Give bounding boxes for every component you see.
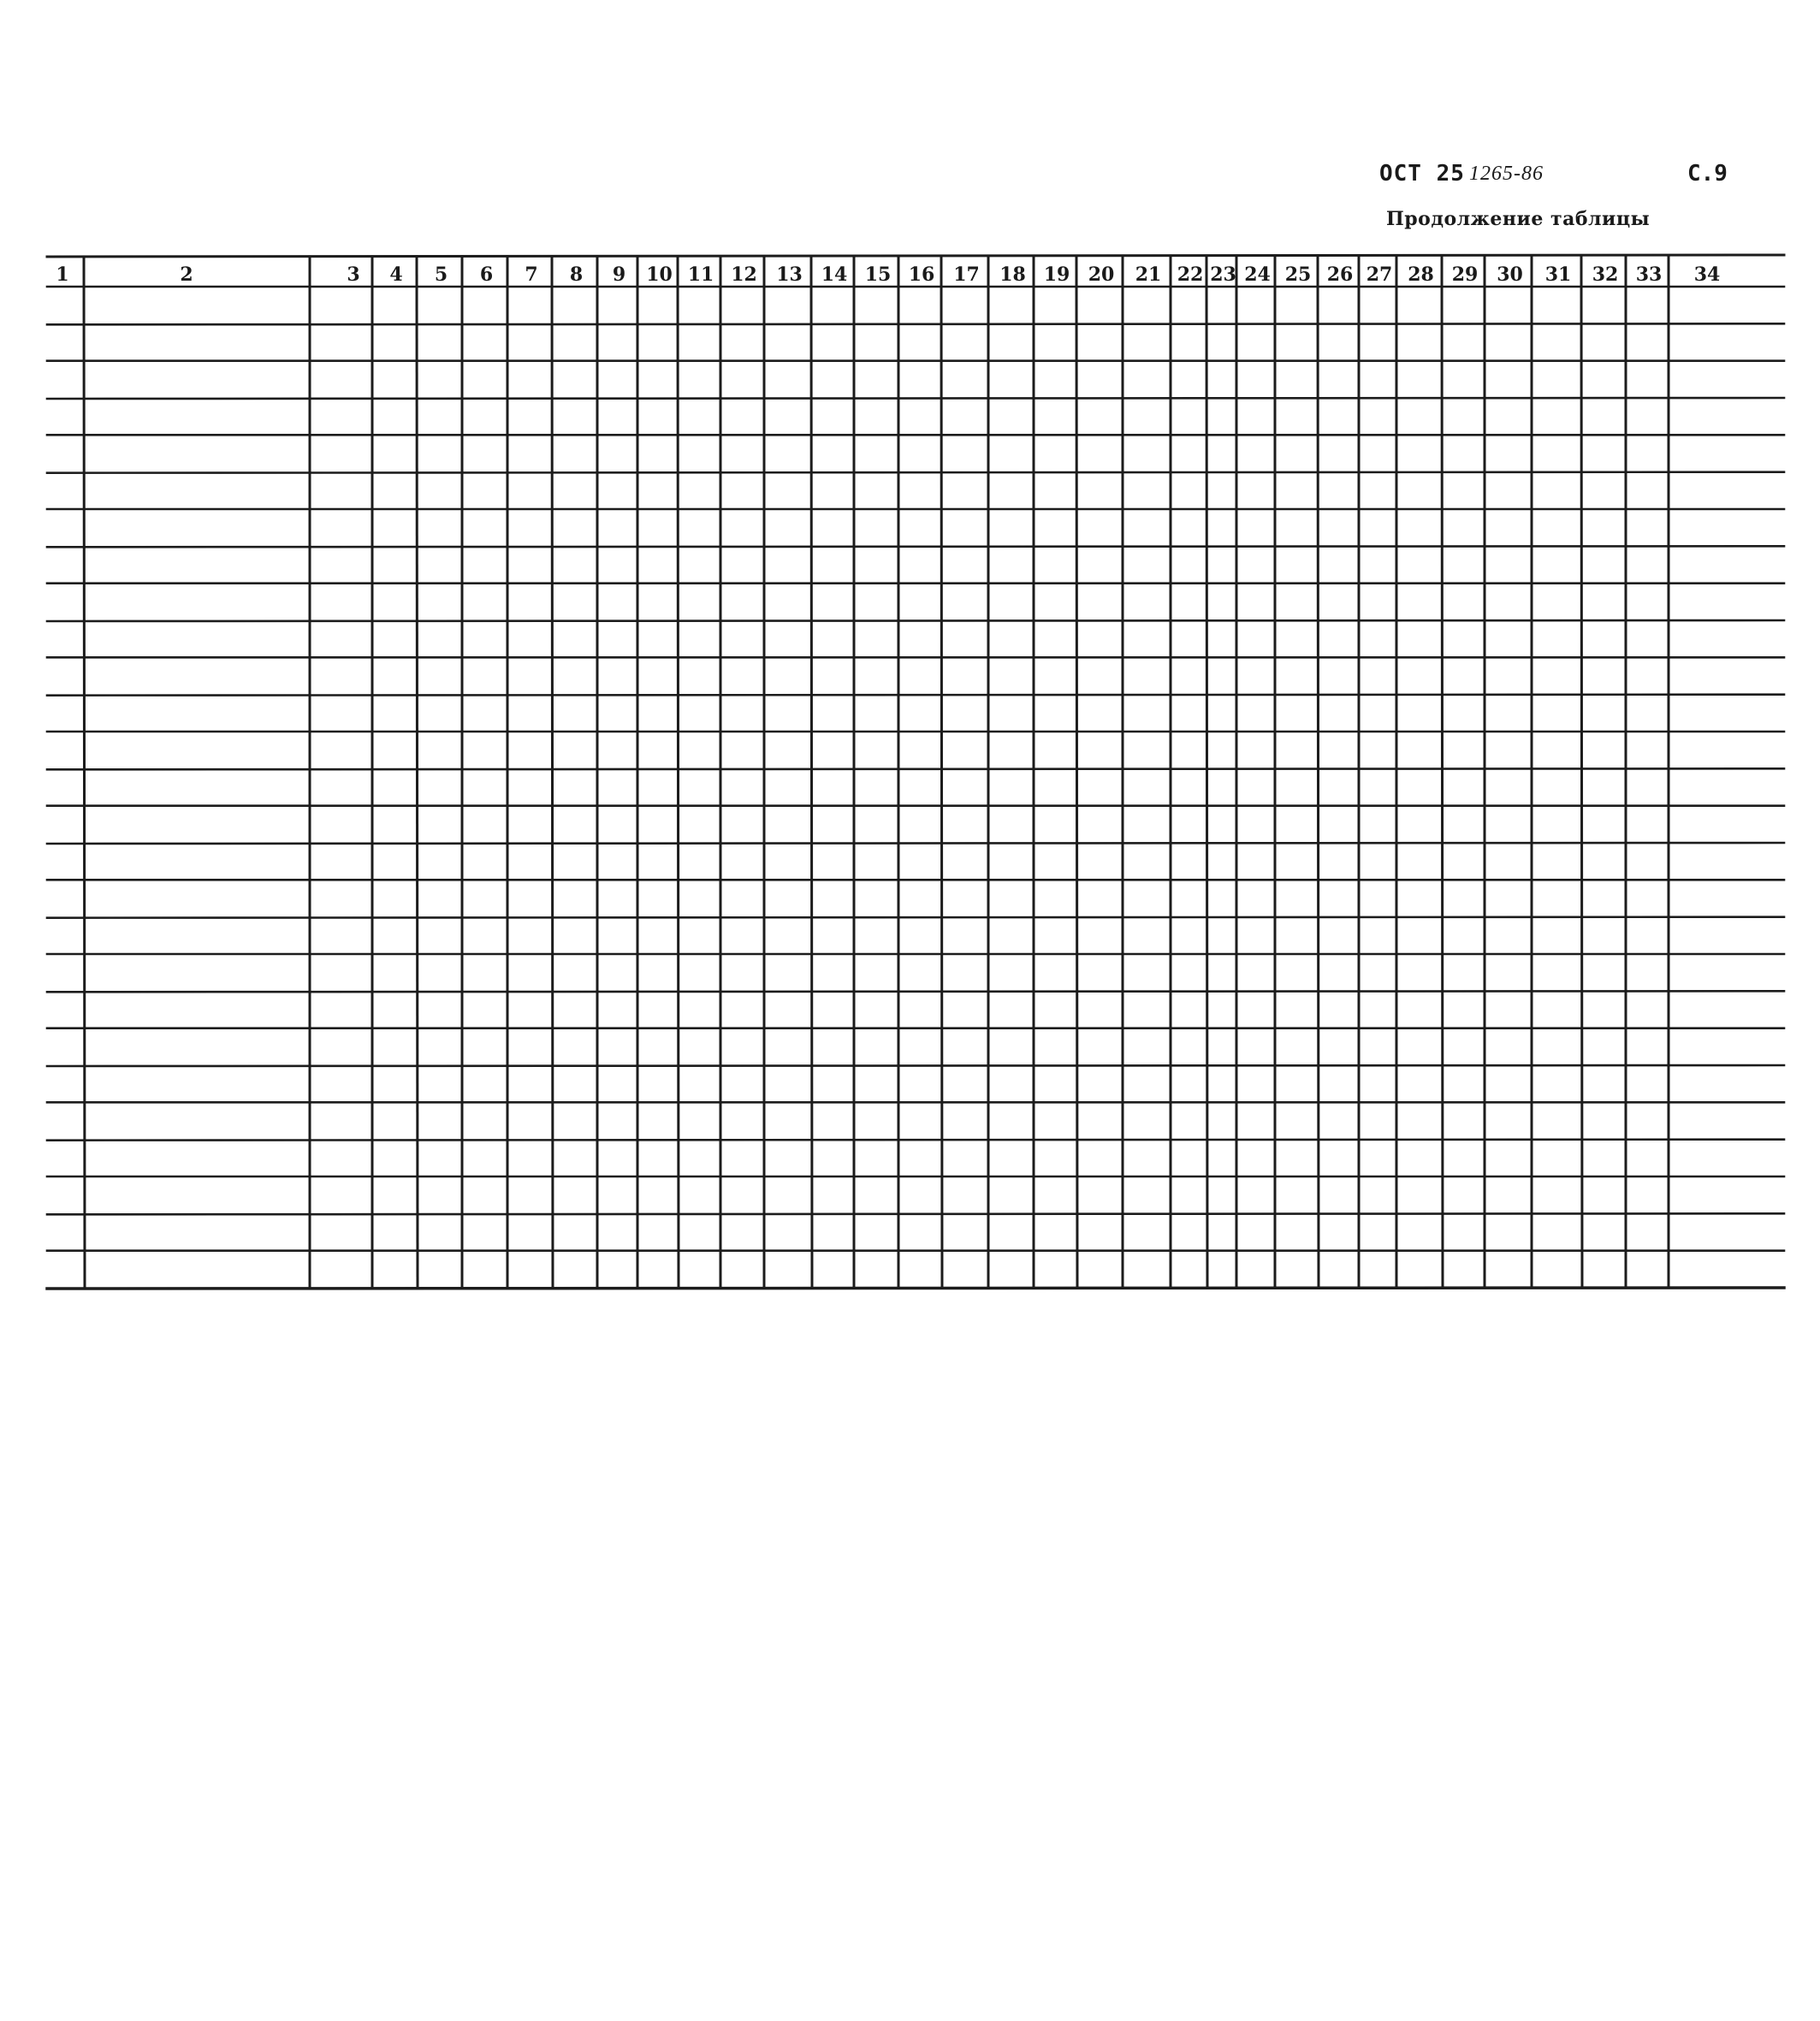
- column-number-label: 23: [1210, 264, 1236, 286]
- column-number-label: 24: [1244, 264, 1271, 286]
- column-divider: [678, 257, 679, 1288]
- column-number-label: 26: [1326, 264, 1354, 286]
- column-divider: [1076, 257, 1077, 1288]
- row-rule: [47, 1065, 1784, 1066]
- row-rule: [47, 1288, 1784, 1289]
- row-rule: [47, 323, 1784, 324]
- row-rule: [47, 1213, 1784, 1214]
- column-number-label: 29: [1451, 264, 1479, 286]
- row-rule: [47, 398, 1784, 399]
- column-divider: [417, 257, 418, 1288]
- column-divider: [84, 257, 85, 1288]
- column-number-label: 6: [479, 264, 494, 286]
- column-number-label: 4: [389, 264, 403, 286]
- standard-prefix: ОСТ 25: [1379, 161, 1465, 187]
- column-number-label: 21: [1135, 264, 1162, 286]
- column-number-label: 7: [525, 264, 538, 286]
- column-number-label: 32: [1592, 264, 1619, 286]
- column-number-label: 25: [1284, 264, 1312, 286]
- column-divider: [941, 257, 942, 1288]
- row-rule: [47, 695, 1784, 696]
- column-number-label: 17: [953, 264, 980, 286]
- column-number-label: 3: [347, 264, 360, 286]
- column-divider: [1581, 257, 1582, 1288]
- column-number-label: 1: [56, 264, 69, 286]
- table-continuation-label: Продолжение таблицы: [1386, 208, 1651, 230]
- column-number-label: 13: [776, 264, 803, 286]
- column-number-label: 15: [864, 264, 892, 286]
- row-rule: [47, 472, 1784, 473]
- row-rule: [47, 917, 1784, 918]
- row-rule: [47, 991, 1784, 992]
- column-divider: [1442, 257, 1443, 1288]
- page-number: С.9: [1687, 161, 1728, 187]
- column-number-label: 19: [1043, 264, 1070, 286]
- column-number-label: 14: [821, 264, 848, 286]
- column-number-label: 10: [646, 264, 673, 286]
- column-number-label: 27: [1366, 264, 1393, 286]
- row-rule: [47, 620, 1784, 621]
- column-number-label: 28: [1408, 264, 1434, 286]
- column-number-label: 18: [999, 264, 1026, 286]
- column-number-label: 11: [687, 264, 714, 286]
- column-divider: [1318, 257, 1319, 1288]
- column-number-label: 30: [1497, 264, 1523, 286]
- column-number-label: 22: [1177, 264, 1204, 286]
- column-number-label: 5: [434, 264, 448, 286]
- row-rule: [47, 843, 1784, 844]
- column-number-label: 9: [612, 264, 626, 286]
- column-number-label: 8: [569, 264, 584, 286]
- row-rule: [47, 1140, 1784, 1141]
- column-number-label: 31: [1544, 264, 1572, 286]
- column-number-label: 20: [1088, 264, 1115, 286]
- column-number-label: 34: [1693, 264, 1721, 286]
- row-rule: [47, 546, 1784, 547]
- column-number-label: 16: [908, 264, 935, 286]
- column-number-label: 12: [731, 264, 757, 286]
- standard-number: 1265-86: [1469, 163, 1544, 185]
- column-number-label: 33: [1635, 264, 1663, 286]
- column-divider: [1206, 257, 1207, 1288]
- column-divider: [552, 257, 553, 1288]
- row-rule: [47, 768, 1784, 769]
- column-divider: [811, 257, 812, 1288]
- column-number-label: 2: [180, 264, 193, 286]
- table-top-rule: [47, 255, 1784, 257]
